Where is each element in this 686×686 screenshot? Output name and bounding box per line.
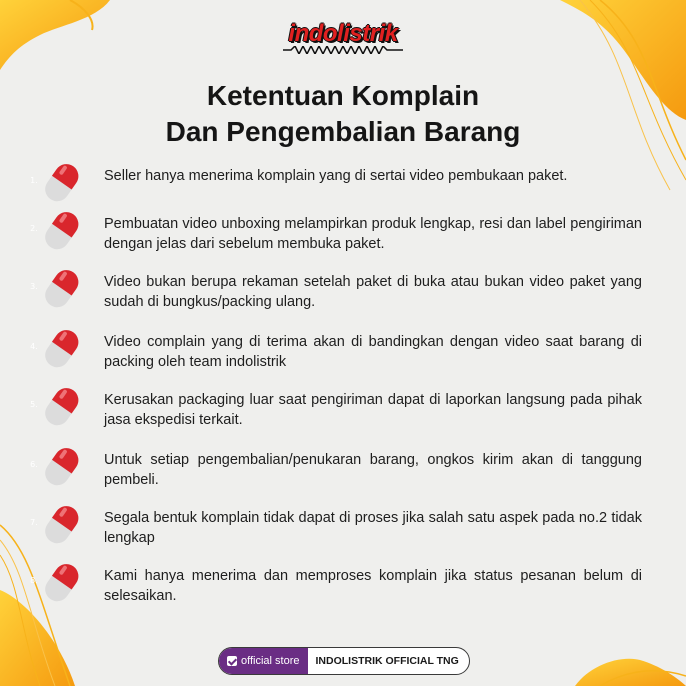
official-store-badge[interactable] [218, 647, 470, 675]
item-text: Kami hanya menerima dan memproses komplain jika status pesanan belum di selesaikan. [104, 568, 642, 604]
item-number: 4. [30, 342, 38, 351]
pill-icon [42, 560, 86, 606]
item-text: Video complain yang di terima akan di bandingkan dengan video saat barang di packing oleh team indolistrik [104, 334, 642, 370]
brand-logo: indolistrik [288, 20, 398, 47]
item-text: Segala bentuk komplain tidak dapat di proses jika salah satu aspek pada no.2 tidak lengkap [104, 510, 642, 546]
store-name: INDOLISTRIK OFFICIAL TNG [315, 655, 459, 667]
pill-icon [42, 502, 86, 548]
item-number: 3. [30, 282, 38, 291]
item-number: 2. [30, 224, 38, 233]
list-item [0, 502, 686, 562]
list-item [0, 208, 686, 268]
logo-area [0, 20, 686, 54]
list-item [0, 266, 686, 326]
item-number: 5. [30, 400, 38, 409]
item-number: 6. [30, 460, 38, 469]
pill-icon [42, 384, 86, 430]
item-text: Pembuatan video unboxing melampirkan produk lengkap, resi dan label pengiriman dengan jelas dari sebelum membuka paket. [104, 216, 642, 252]
item-text: Video bukan berupa rekaman setelah paket di buka atau bukan video paket yang sudah di bungkus/packing ulang. [104, 274, 642, 310]
item-number: 7. [30, 518, 38, 527]
title-line-2: Dan Pengembalian Barang [165, 116, 521, 147]
title-line-1: Ketentuan Komplain [206, 80, 480, 111]
page-title [0, 78, 686, 150]
list-item [0, 560, 686, 620]
item-text: Seller hanya menerima komplain yang di sertai video pembukaan paket. [104, 168, 568, 184]
item-text: Untuk setiap pengembalian/penukaran barang, ongkos kirim akan di tanggung pembeli. [104, 452, 642, 488]
pill-icon [42, 326, 86, 372]
check-icon [227, 656, 237, 666]
pill-icon [42, 444, 86, 490]
list-item [0, 444, 686, 504]
pill-icon [42, 208, 86, 254]
badge-label: official store [241, 655, 300, 667]
pill-icon [42, 266, 86, 312]
item-text: Kerusakan packaging luar saat pengiriman dapat di laporkan langsung pada pihak jasa ekspedisi terkait. [104, 392, 642, 428]
badge-label-area [219, 648, 308, 674]
pill-icon [42, 160, 86, 206]
list-item [0, 384, 686, 444]
item-number: 1. [30, 176, 38, 185]
list-item [0, 326, 686, 386]
item-number: 8. [30, 576, 38, 585]
